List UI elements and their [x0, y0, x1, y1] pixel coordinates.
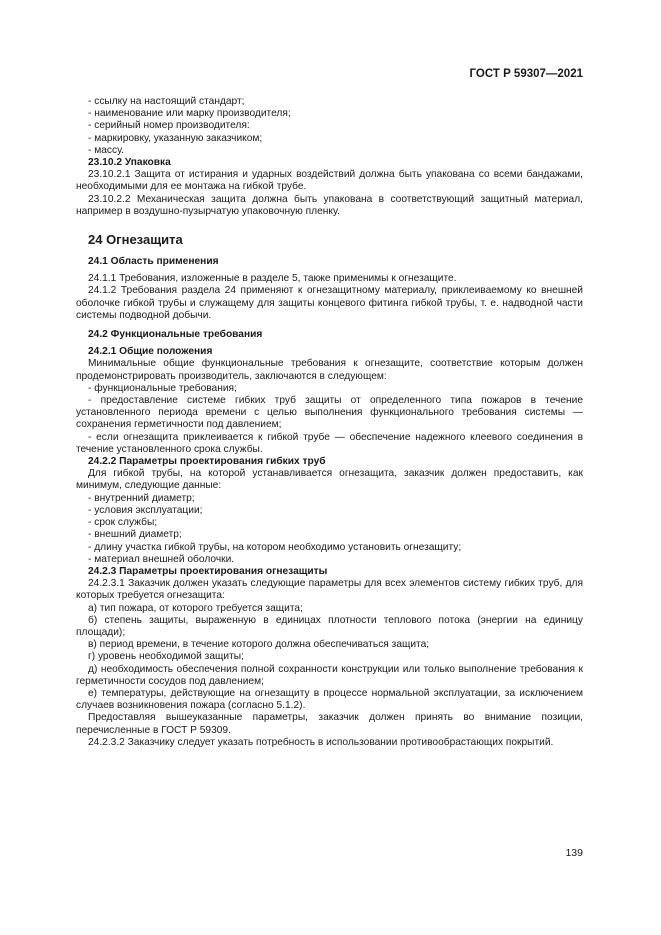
list-item: - внешний диаметр;: [88, 529, 182, 541]
list-item: - серийный номер производителя:: [88, 120, 250, 132]
section-heading-23-10-2: 23.10.2 Упаковка: [88, 157, 171, 169]
paragraph: 24.1.2 Требования раздела 24 применяют к огнезащитному материалу, приклеиваемому ко внешней оболочке гибкой трубы и служащему для защиты концевого фитинга гибкой трубы, т. е. надводной части системы подводной добычи.: [76, 285, 583, 321]
list-item: е) температуры, действующие на огнезащиту в процессе нормальной эксплуатации, за исключением случаев возникновения пожара (согласно 5.1.2).: [76, 687, 583, 712]
paragraph: 23.10.2.2 Механическая защита должна быть упакована в соответствующий защитный материал, например в воздушно-пузырчатую упаковочную пленку.: [76, 193, 583, 217]
section-heading-24-2: 24.2 Функциональные требования: [88, 329, 263, 341]
paragraph: Для гибкой трубы, на которой устанавливается огнезащита, заказчик должен предоставить, как минимум, следующие данные:: [76, 468, 583, 492]
list-item: г) уровень необходимой защиты;: [88, 651, 244, 663]
list-item: б) степень защиты, выраженную в единицах плотности теплового потока (энергии на единицу площади);: [76, 614, 583, 638]
list-item: д) необходимость обеспечения полной сохранности конструкции или только выполнение требования к герметичности сосудов под давлением;: [76, 663, 583, 687]
list-item: - условия эксплуатации;: [88, 504, 203, 516]
list-item: - маркировку, указанную заказчиком;: [88, 132, 263, 144]
paragraph: Минимальные общие функциональные требования к огнезащите, соответствие которым должен продемонстрировать производитель, заключаются в следующем:: [76, 358, 583, 382]
list-item: а) тип пожара, от которого требуется защита;: [88, 602, 303, 614]
section-title-24: 24 Огнезащита: [88, 232, 183, 248]
page-content: [76, 96, 583, 749]
section-heading-24-2-2: 24.2.2 Параметры проектирования гибких труб: [88, 456, 326, 468]
page-number: 139: [565, 847, 583, 859]
list-item: - материал внешней оболочки.: [88, 553, 235, 565]
list-item: - наименование или марку производителя;: [88, 108, 291, 120]
document-id-header: ГОСТ Р 59307—2021: [469, 68, 583, 80]
section-heading-24-2-3: 24.2.3 Параметры проектирования огнезащиты: [88, 565, 328, 577]
paragraph: 24.2.3.2 Заказчику следует указать потребность в использовании противообрастающих покрытий.: [88, 736, 554, 748]
list-item: - функциональные требования;: [88, 382, 237, 394]
paragraph: 23.10.2.1 Защита от истирания и ударных воздействий должна быть упакована со всеми бандажами, необходимыми для ее монтажа на гибкой трубе.: [76, 169, 583, 193]
list-item: - длину участка гибкой трубы, на котором необходимо установить огнезащиту;: [88, 541, 462, 553]
section-heading-24-2-1: 24.2.1 Общие положения: [88, 346, 213, 358]
paragraph: 24.1.1 Требования, изложенные в разделе 5, также применимы к огнезащите.: [88, 273, 457, 285]
list-item: - массу.: [88, 144, 124, 156]
list-item: - предоставление системе гибких труб защиты от определенного типа пожаров в течение установленного периода времени с целью выполнения функционального требования системы — сохранения герметичности под давлением;: [76, 395, 583, 431]
paragraph: Предоставляя вышеуказанные параметры, заказчик должен принять во внимание позиции, перечисленные в ГОСТ Р 59309.: [76, 712, 583, 736]
paragraph: 24.2.3.1 Заказчик должен указать следующие параметры для всех элементов систему гибких труб, для которых требуется огнезащита:: [76, 578, 583, 602]
list-item: - срок службы;: [88, 517, 158, 529]
list-item: - внутренний диаметр;: [88, 492, 195, 504]
list-item: - если огнезащита приклеивается к гибкой трубе — обеспечение надежного клеевого соединения в течение установленного срока службы.: [76, 431, 583, 455]
list-item: в) период времени, в течение которого должна обеспечиваться защита;: [88, 639, 430, 651]
list-item: - ссылку на настоящий стандарт;: [88, 96, 245, 107]
section-heading-24-1: 24.1 Область применения: [88, 256, 219, 268]
